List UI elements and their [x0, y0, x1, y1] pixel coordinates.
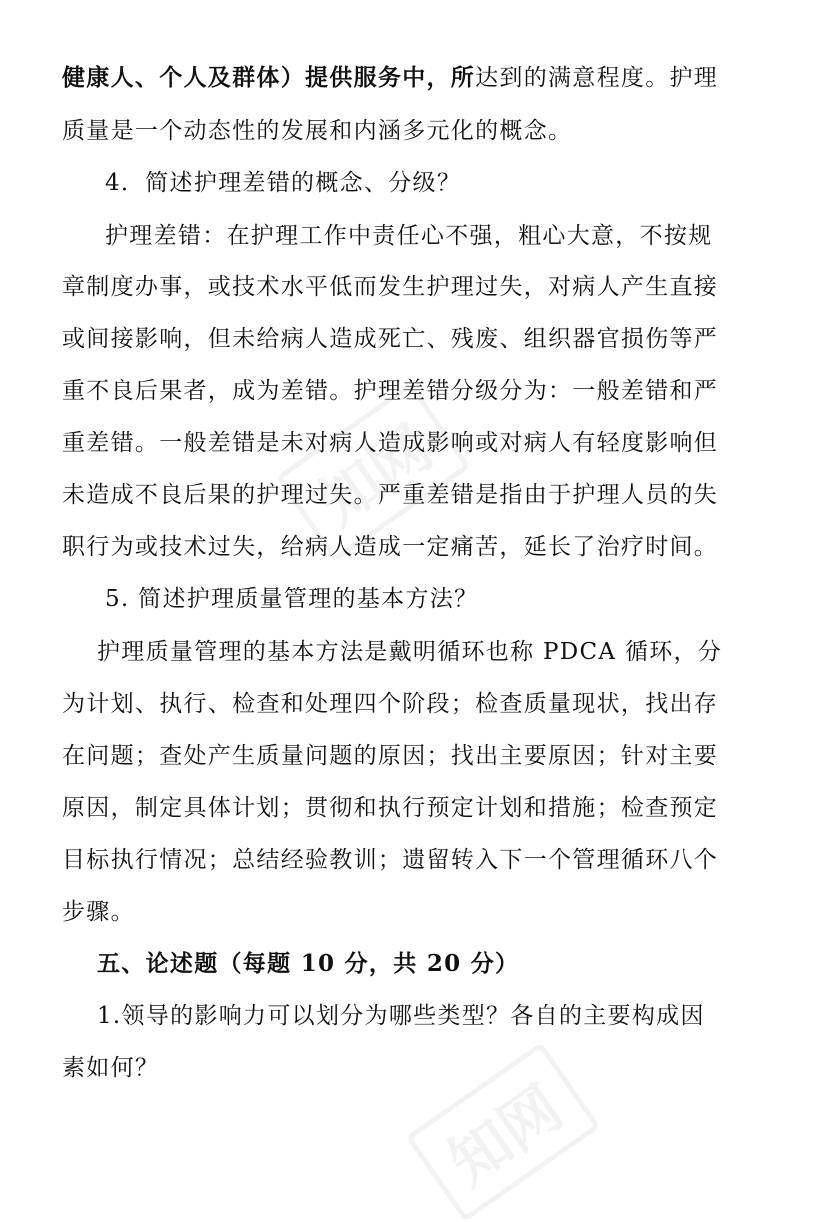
paragraph-line [62, 62, 762, 94]
answer-line: 章制度办事，或技术水平低而发生护理过失，对病人产生直接 [62, 274, 719, 300]
bold-text: 健康人、个人及群体）提供服务中，所 [62, 64, 476, 91]
answer-line: 重差错。一般差错是未对病人造成影响或对病人有轻度影响但 [62, 430, 719, 456]
answer-line: 原因，制定具体计划；贯彻和执行预定计划和措施；检查预定 [62, 795, 719, 821]
watermark: 知网 [275, 382, 471, 562]
question-4-title: 4．简述护理差错的概念、分级？ [105, 170, 462, 196]
section-heading: 五、论述题（每题 10 分，共 20 分） [97, 950, 520, 977]
answer-line: 护理质量管理的基本方法是戴明循环也称 PDCA 循环，分 [97, 639, 723, 665]
paragraph-line: 质量是一个动态性的发展和内涵多元化的概念。 [62, 118, 573, 144]
question-1-line: 素如何？ [62, 1055, 160, 1081]
question-1-line: 1.领导的影响力可以划分为哪些类型？各自的主要构成因 [97, 1003, 705, 1029]
answer-line: 步骤。 [62, 899, 135, 925]
answer-line: 重不良后果者，成为差错。护理差错分级分为：一般差错和严 [62, 378, 719, 404]
question-5-title: 5. 简述护理质量管理的基本方法？ [105, 586, 479, 612]
watermark: 知网 [405, 1042, 601, 1222]
answer-line: 或间接影响，但未给病人造成死亡、残废、组织器官损伤等严 [62, 326, 719, 352]
answer-line: 未造成不良后果的护理过失。严重差错是指由于护理人员的失 [62, 482, 719, 508]
answer-line: 目标执行情况；总结经验教训；遗留转入下一个管理循环八个 [62, 847, 719, 873]
answer-line: 在问题；查处产生质量问题的原因；找出主要原因；针对主要 [62, 743, 719, 769]
text: 达到的满意程度。护理 [475, 65, 719, 91]
answer-line: 护理差错：在护理工作中责任心不强，粗心大意，不按规 [105, 223, 713, 249]
answer-line: 为计划、执行、检查和处理四个阶段；检查质量现状，找出存 [62, 691, 719, 717]
answer-line: 职行为或技术过失，给病人造成一定痛苦，延长了治疗时间。 [62, 534, 719, 560]
